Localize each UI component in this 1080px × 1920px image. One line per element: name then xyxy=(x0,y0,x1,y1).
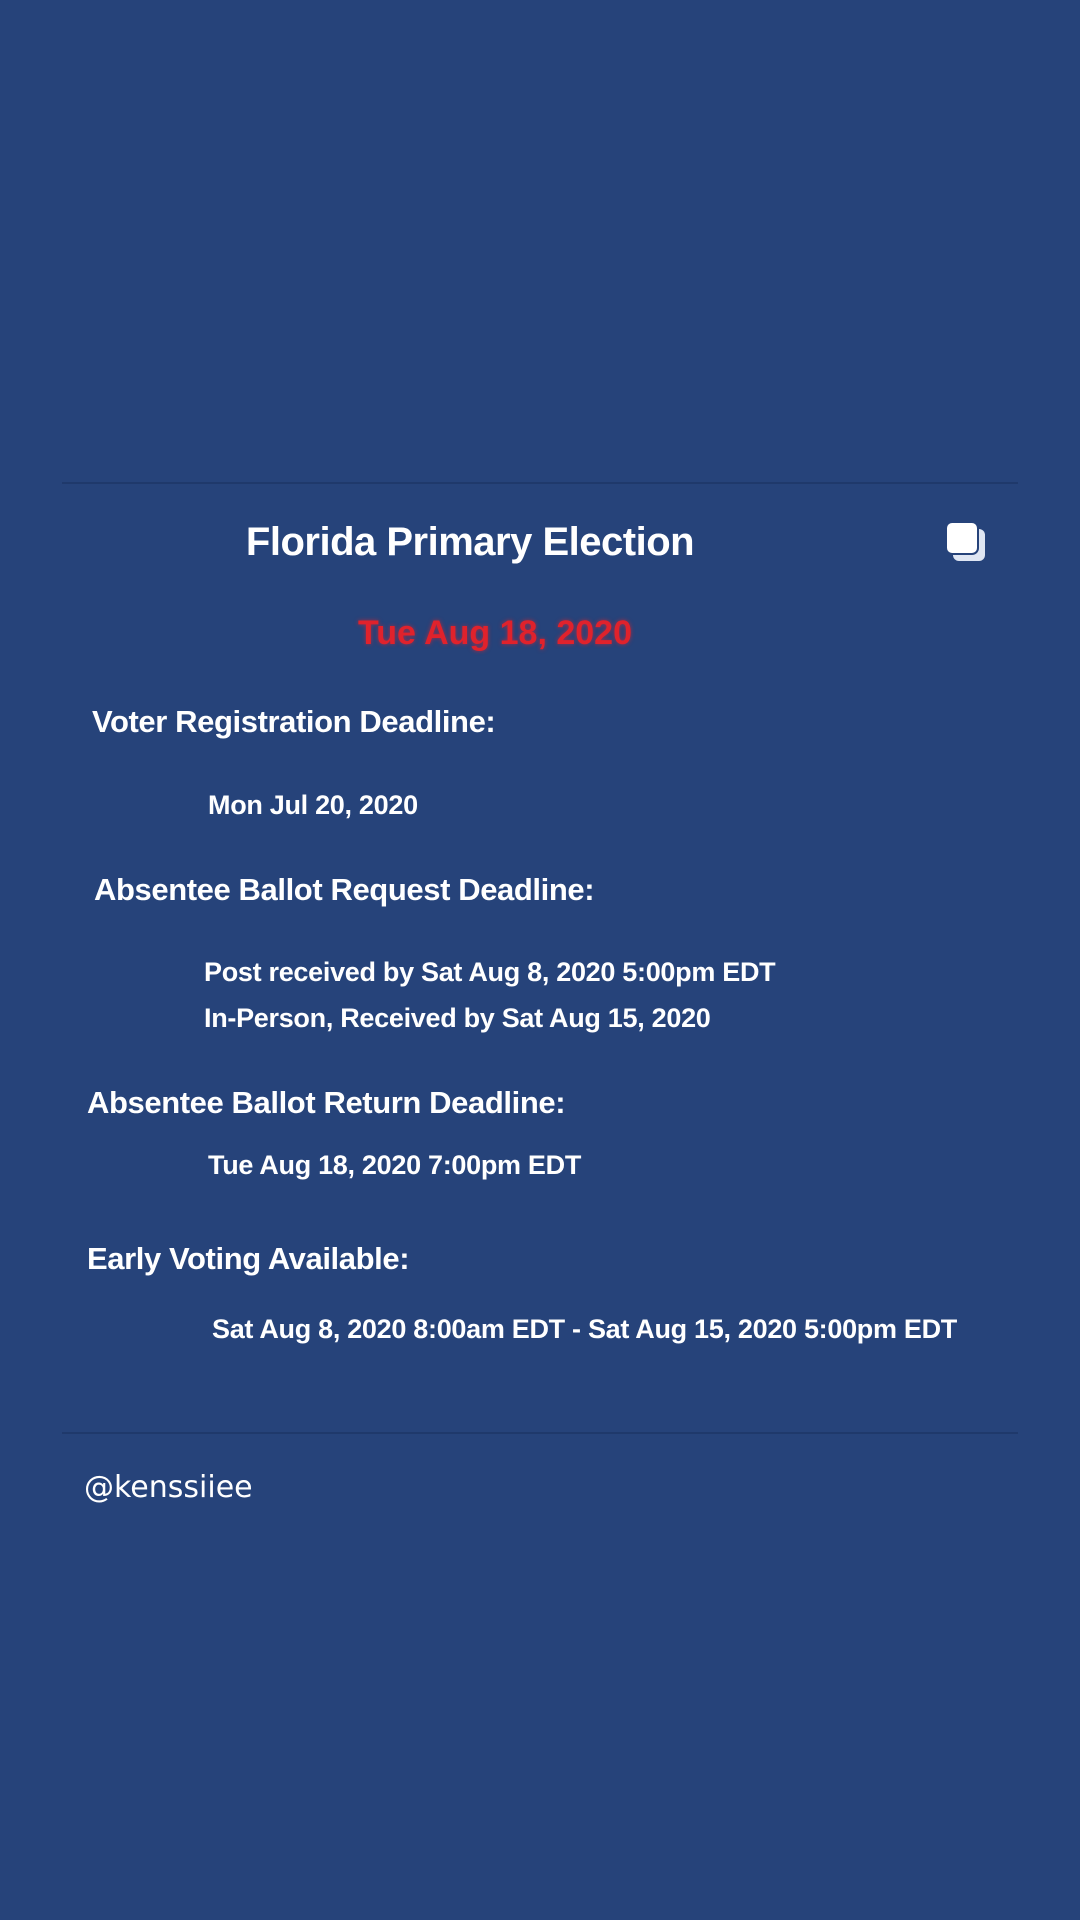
early-voting-window: Sat Aug 8, 2020 8:00am EDT - Sat Aug 15, 2020 5:00pm EDT xyxy=(212,1314,957,1344)
request-post-deadline: Post received by Sat Aug 8, 2020 5:00pm EDT xyxy=(204,957,776,987)
request-heading: Absentee Ballot Request Deadline: xyxy=(94,872,595,907)
election-title: Florida Primary Election xyxy=(245,520,695,564)
election-date: Tue Aug 18, 2020 xyxy=(358,614,632,652)
return-heading: Absentee Ballot Return Deadline: xyxy=(87,1085,566,1120)
copy-stack-icon[interactable] xyxy=(944,520,988,564)
registration-heading: Voter Registration Deadline: xyxy=(92,704,496,739)
request-in-person-deadline: In-Person, Received by Sat Aug 15, 2020 xyxy=(204,1003,711,1033)
user-handle[interactable]: @kenssiiee xyxy=(84,1470,253,1505)
registration-date: Mon Jul 20, 2020 xyxy=(208,790,418,820)
early-voting-heading: Early Voting Available: xyxy=(87,1241,410,1276)
return-deadline: Tue Aug 18, 2020 7:00pm EDT xyxy=(208,1150,582,1180)
